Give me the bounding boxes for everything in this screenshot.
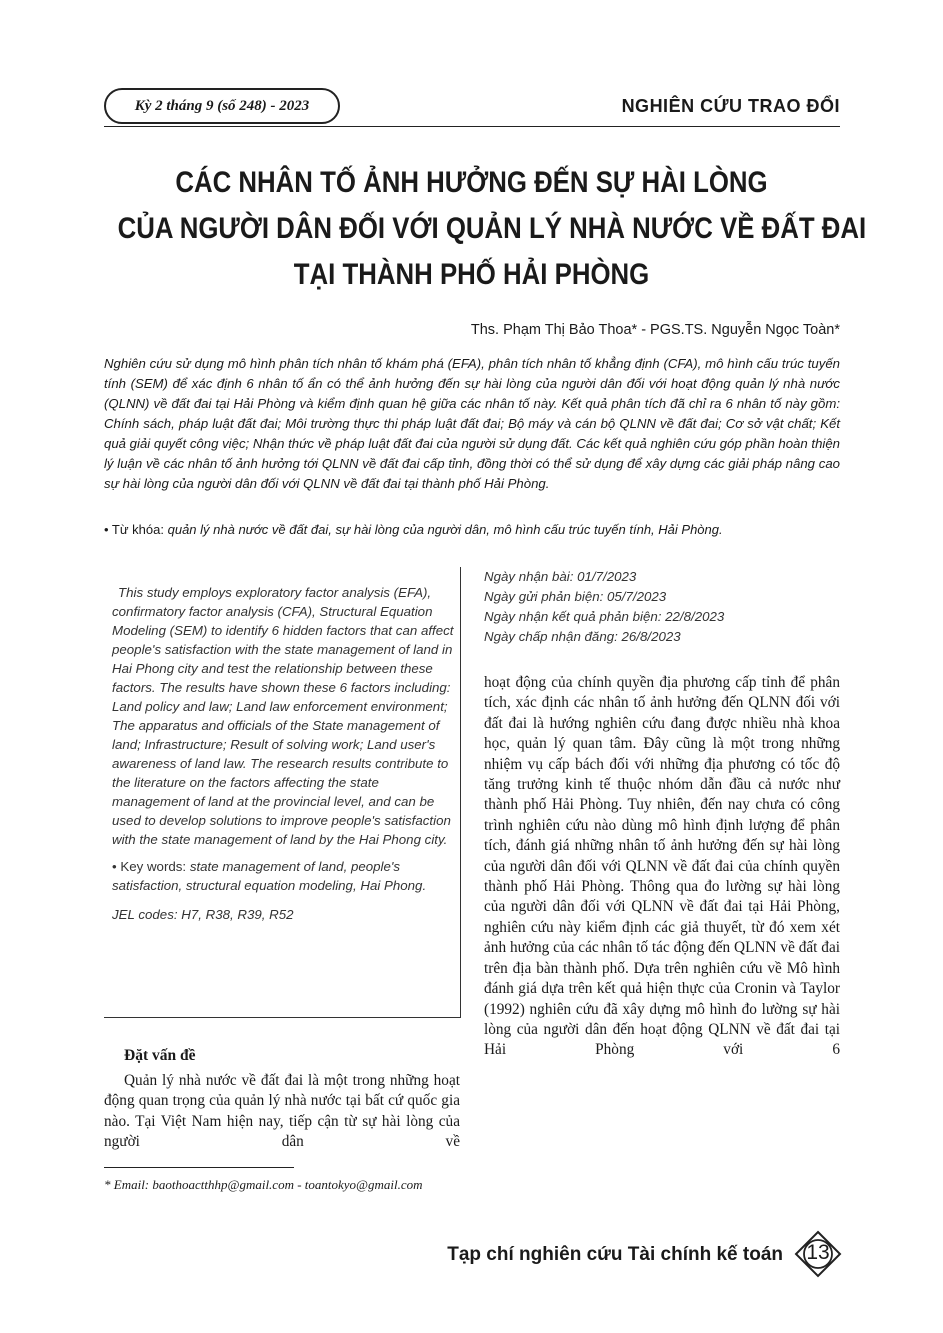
keywords-en-label: • Key words:: [112, 859, 187, 874]
title-line-3: TẠI THÀNH PHỐ HẢI PHÒNG: [293, 258, 650, 291]
page-number: 13: [806, 1241, 830, 1264]
keywords-vi-label: • Từ khóa:: [104, 522, 164, 537]
keywords-vietnamese: [104, 522, 840, 537]
date-reviewed: Ngày gửi phản biện: 05/7/2023: [484, 589, 667, 604]
title-line-1: CÁC NHÂN TỐ ẢNH HƯỞNG ĐẾN SỰ HÀI LÒNG: [175, 166, 768, 199]
issue-label: Kỳ 2 tháng 9 (số 248) - 2023: [104, 88, 340, 124]
abstract-english: This study employs exploratory factor analysis (EFA), confirmatory factor analysis (CFA), Structural Equation Modeling (SEM) to identify 6 hidden factors that can affect people's satisfaction with the state management of land in Hai Phong city and test the relationship between these factors. The results have shown these 6 factors including: Land policy and law; Land law enforcement environment; The apparatus and officials of the State management of land; Infrastructure; Result of solving work; Land user's awareness of land law. The research results contribute to the literature on the factors affecting the state management of land at the provincial level, and can be used to develop solutions to improve people's satisfaction with the state management of land by the Hai Phong city.: [112, 585, 454, 847]
date-received: Ngày nhận bài: 01/7/2023: [484, 569, 637, 584]
body-text-left-column: Quản lý nhà nước về đất đai là một trong những hoạt động quan trọng của quản lý nhà nước tại bất cứ quốc gia nào. Tại Việt Nam hiện nay, tiếp cận từ sự hài lòng của người dân về: [104, 1072, 460, 1151]
keywords-en-value: state management of land, people's satisfaction, structural equation modeling, Hai Phong.: [112, 859, 427, 893]
keywords-vi-value: quản lý nhà nước về đất đai, sự hài lòng của người dân, mô hình cấu trúc tuyến tính, Hải Phòng.: [164, 522, 723, 537]
section-label: NGHIÊN CỨU TRAO ĐỔI: [621, 96, 840, 116]
footnote-email: * Email: baothoactthhp@gmail.com - toantokyo@gmail.com: [104, 1177, 423, 1192]
authors: Ths. Phạm Thị Bảo Thoa* - PGS.TS. Nguyễn Ngọc Toàn*: [470, 322, 840, 338]
submission-dates: [484, 567, 724, 647]
footnote-rule: [104, 1167, 294, 1168]
body-text-right-column: hoạt động của chính quyền địa phương cấp tỉnh để phân tích, xác định các nhân tố ảnh hưởng đến QLNN đối với đất đai là hướng nghiên cứu đang được nhiều nhà khoa học, quản lý quan tâm. Đây cũng là một trong những nhiệm vụ cấp bách đối với những địa phương có tốc độ tăng trưởng kinh tế thuộc nhóm dẫn đầu cả nước như thành phố Hải Phòng. Tuy nhiên, đến nay chưa có công trình nghiên cứu nào dùng mô hình định lượng để phân tích, đánh giá những nhân tố ảnh hưởng đến sự hài lòng của người dân đối với QLNN về đất đai của chính quyền thành phố Hải Phòng. Thông qua đo lường sự hài lòng của người dân đối với QLNN về đất đai tại Hải Phòng, nghiên cứu này kiểm định các giả thuyết, từ đó xem xét ảnh hưởng của các nhân tố tác động đến QLNN về đất đai trên địa bàn thành phố. Dựa trên nghiên cứu về Mô hình đánh giá dựa trên kết quả hiện thực của Cronin và Taylor (1992) nghiên cứu đã xây dựng mô hình đo lường sự hài lòng của người dân đến hoạt động QLNN về đất đai tại Hải Phòng với 6: [484, 674, 840, 1059]
date-accepted: Ngày chấp nhận đăng: 26/8/2023: [484, 629, 681, 644]
title-line-2: CỦA NGƯỜI DÂN ĐỐI VỚI QUẢN LÝ NHÀ NƯỚC VỀ ĐẤT ĐAI: [117, 212, 867, 245]
journal-name: Tạp chí nghiên cứu Tài chính kế toán: [447, 1244, 783, 1265]
jel-codes: JEL codes: H7, R38, R39, R52: [112, 907, 294, 922]
date-review-result: Ngày nhận kết quả phản biện: 22/8/2023: [484, 609, 725, 624]
article-title: [117, 160, 867, 298]
keywords-english: [112, 857, 454, 895]
section-heading: Đặt vấn đề: [124, 1047, 196, 1064]
abstract-vietnamese: Nghiên cứu sử dụng mô hình phân tích nhân tố khám phá (EFA), phân tích nhân tố khẳng định (CFA), mô hình cấu trúc tuyến tính (SEM) để xác định 6 nhân tố ẩn có thể ảnh hưởng đến sự hài lòng của người dân đối với hoạt động quản lý nhà nước (QLNN) về đất đai tại Hải Phòng và kiểm định quan hệ giữa các nhân tố này. Kết quả phân tích đã chỉ ra 6 nhân tố này gồm: Chính sách, pháp luật đất đai; Môi trường thực thi pháp luật đất đai; Bộ máy và cán bộ QLNN về đất đai; Cơ sở vật chất; Kết quả giải quyết công việc; Nhận thức về pháp luật đất đai của người sử dụng đất. Các kết quả nghiên cứu góp phần hoàn thiện lý luận về các nhân tố ảnh hưởng tới QLNN về đất đai cấp tỉnh, đồng thời có thể sử dụng để xây dựng các giải pháp nâng cao sự hài lòng của người dân đối với QLNN về đất đai tại thành phố Hải Phòng.: [104, 356, 840, 491]
header-rule: [104, 126, 840, 127]
english-abstract-box: [104, 567, 461, 1018]
